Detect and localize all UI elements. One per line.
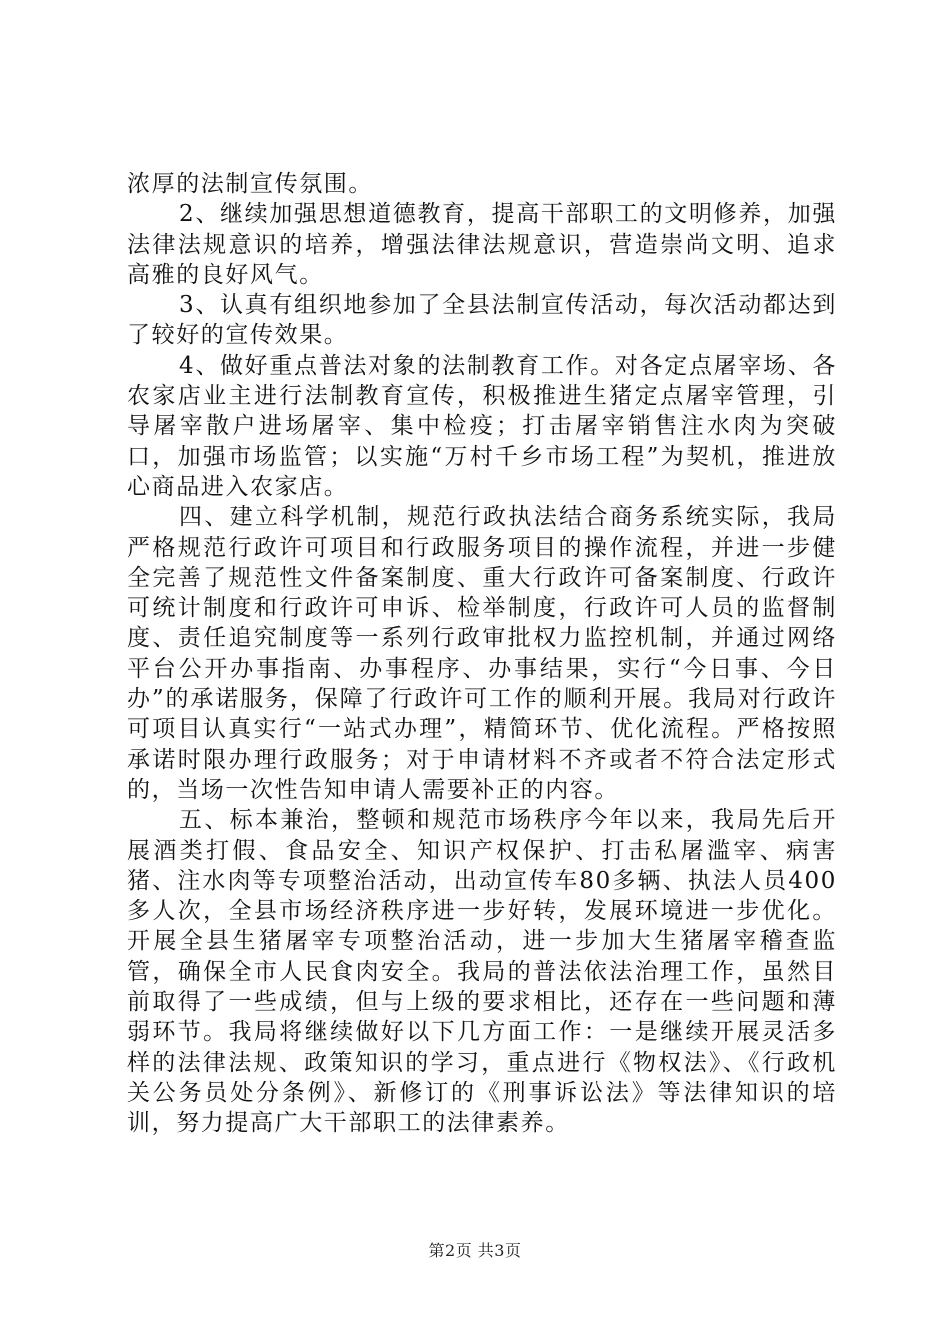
- page-footer: 第2页 共3页: [428, 1241, 522, 1260]
- paragraph-item-2: 2、继续加强思想道德教育，提高干部职工的文明修养，加强法律法规意识的培养，增强法律法规意识，营造崇尚文明、追求高雅的良好风气。: [127, 201, 837, 288]
- paragraph-item-3: 3、认真有组织地参加了全县法制宣传活动，每次活动都达到了较好的宣传效果。: [127, 292, 837, 349]
- document-body: [127, 169, 837, 1139]
- paragraph-continuation: 浓厚的法制宣传氛围。: [127, 171, 373, 197]
- paragraph-section-4: 四、建立科学机制，规范行政执法结合商务系统实际，我局严格规范行政许可项目和行政服务项目的操作流程，并进一步健全完善了规范性文件备案制度、重大行政许可备案制度、行政许可统计制度和行政许可申诉、检举制度，行政许可人员的监督制度、责任追究制度等一系列行政审批权力监控机制，并通过网络平台公开办事指南、办事程序、办事结果，实行“今日事、今日办”的承诺服务，保障了行政许可工作的顺利开展。我局对行政许可项目认真实行“一站式办理”，精简环节、优化流程。严格按照承诺时限办理行政服务；对于申请材料不齐或者不符合法定形式的，当场一次性告知申请人需要补正的内容。: [127, 504, 837, 803]
- paragraph-item-4: 4、做好重点普法对象的法制教育工作。对各定点屠宰场、各农家店业主进行法制教育宣传，积极推进生猪定点屠宰管理，引导屠宰散户进场屠宰、集中检疫；打击屠宰销售注水肉为突破口，加强市场监管；以实施“万村千乡市场工程”为契机，推进放心商品进入农家店。: [127, 352, 837, 500]
- paragraph-section-5: 五、标本兼治，整顿和规范市场秩序今年以来，我局先后开展酒类打假、食品安全、知识产权保护、打击私屠滥宰、病害猪、注水肉等专项整治活动，出动宣传车80多辆、执法人员400多人次，全县市场经济秩序进一步好转，发展环境进一步优化。开展全县生猪屠宰专项整治活动，进一步加大生猪屠宰稽查监管，确保全市人民食肉安全。我局的普法依法治理工作，虽然目前取得了一些成绩，但与上级的要求相比，还存在一些问题和薄弱环节。我局将继续做好以下几方面工作：一是继续开展灵活多样的法律法规、政策知识的学习，重点进行《物权法》、《行政机关公务员处分条例》、新修订的《刑事诉讼法》等法律知识的培训，努力提高广大干部职工的法律素养。: [127, 807, 837, 1137]
